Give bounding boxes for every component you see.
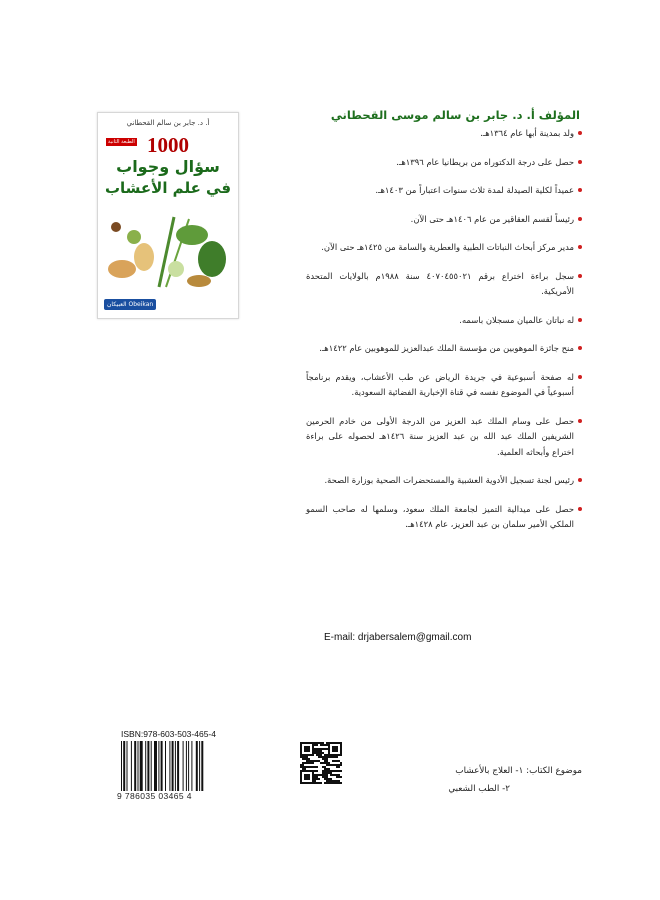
isbn-label: ISBN:978-603-503-465-4 (121, 729, 216, 739)
bio-item: حصل على وسام الملك عبد العزيز من الدرجة الأولى من خادم الحرمين الشريفين الملك عبد الله بن عبد العزيز سنة ١٤٢٦هـ لحصوله على براءة اختراع وأبحاثه العلمية. (306, 414, 582, 461)
book-cover-thumbnail (97, 112, 239, 319)
publisher-logo: العبيكان Obeikan (104, 299, 156, 310)
isbn-barcode (121, 741, 233, 791)
bio-item: سجل براءة اختراع برقم ٤٠٧٠٤٥٥٠٢١ سنة ١٩٨٨م بالولايات المتحدة الأمريكية. (306, 269, 582, 300)
subject-line-1: موضوع الكتاب: ١- العلاج بالأعشاب (455, 766, 582, 776)
bio-item: منح جائزة الموهوبين من مؤسسة الملك عبدالعزيز للموهوبين عام ١٤٢٢هـ. (306, 341, 582, 357)
bio-item: رئيساً لقسم العقاقير من عام ١٤٠٦هـ حتى الآن. (306, 212, 582, 228)
subject-line-2: ٢- الطب الشعبي (448, 784, 510, 794)
barcode-digits: 9 786035 03465 4 (117, 791, 192, 801)
cover-author: أ. د. جابر بن سالم القحطاني (126, 119, 210, 127)
bio-item: له صفحة أسبوعية في جريدة الرياض عن طب الأعشاب، ويقدم برنامجاً أسبوعياً في الموضوع نفسه في قناة الإخبارية الفضائية السعودية. (306, 370, 582, 401)
cover-title-line2: في علم الأعشاب (104, 179, 232, 197)
author-heading: المؤلف أ. د. جابر بن سالم موسى القحطاني (330, 108, 580, 122)
author-email: E-mail: drjabersalem@gmail.com (324, 632, 472, 643)
cover-number: 1000 (147, 133, 189, 157)
bio-item: رئيس لجنة تسجيل الأدوية العشبية والمستحضرات الصحية بوزارة الصحة. (306, 473, 582, 489)
cover-title-line1: سؤال وجواب (116, 157, 220, 176)
edition-badge: الطبعة الثانية (108, 139, 135, 145)
bio-item: ولد بمدينة أبها عام ١٣٦٤هـ. (306, 126, 582, 142)
bio-item: مدير مركز أبحاث النباتات الطبية والعطرية والسامة من ١٤٢٥هـ حتى الآن. (306, 240, 582, 256)
author-bio-list (306, 126, 582, 546)
qr-code (300, 742, 342, 784)
bio-item: حصل على درجة الدكتوراه من بريطانيا عام ١٣٩٦هـ. (306, 155, 582, 171)
herbs-illustration (104, 207, 232, 292)
bio-item: حصل على ميدالية التميز لجامعة الملك سعود، وسلمها له صاحب السمو الملكي الأمير سلمان بن عبد العزيز، عام ١٤٢٨هـ. (306, 502, 582, 533)
bio-item: عميداً لكلية الصيدلة لمدة ثلاث سنوات اعتباراً من ١٤٠٣هـ. (306, 183, 582, 199)
bio-item: له نباتان عالميان مسجلان باسمه. (306, 313, 582, 329)
book-subject (370, 762, 582, 798)
